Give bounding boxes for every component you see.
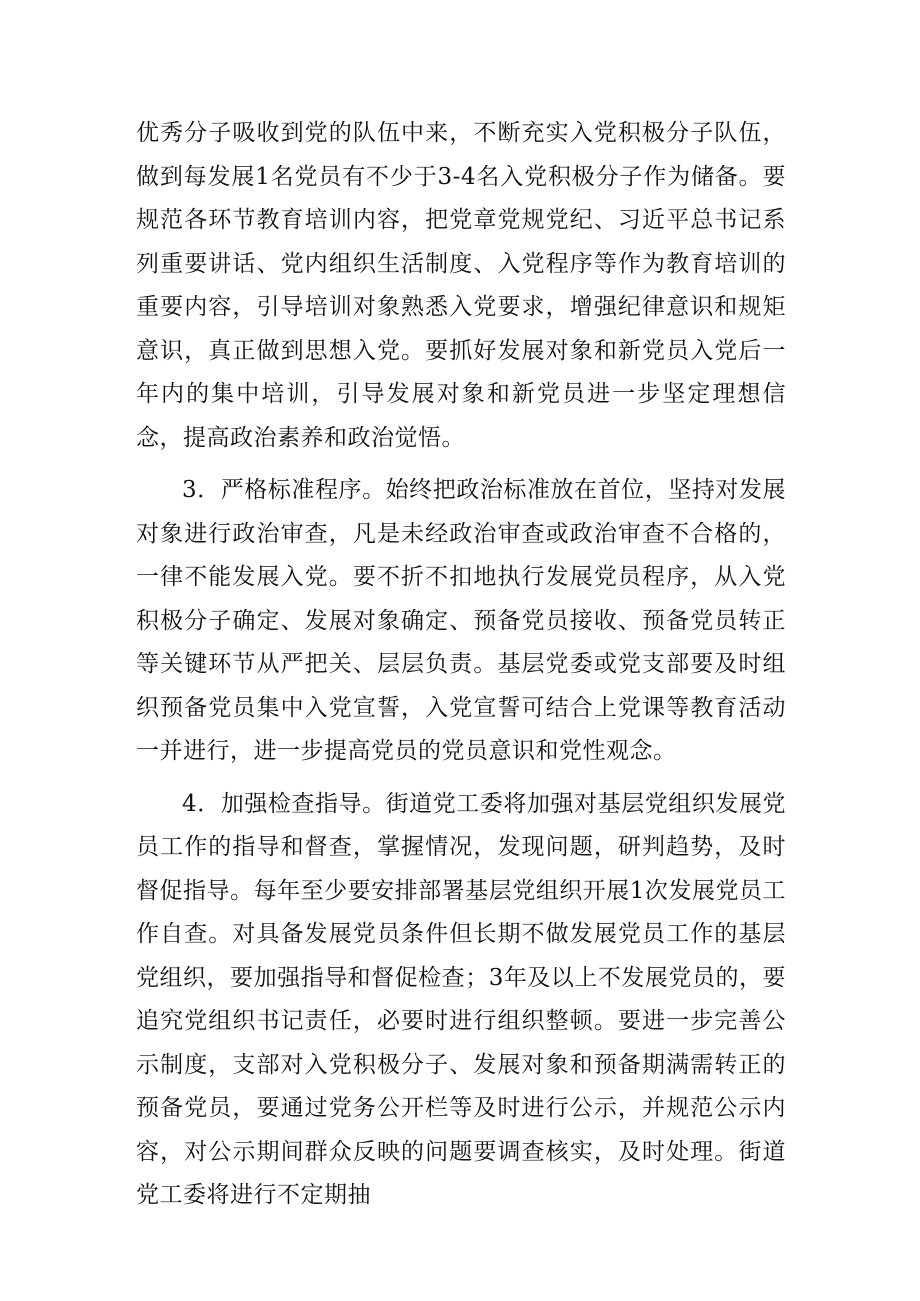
paragraph-2: 3．严格标准程序。始终把政治标准放在首位，坚持对发展对象进行政治审查，凡是未经政治审查或政治审查不合格的，一律不能发展入党。要不折不扣地执行发展党员程序，从入党积极分子确定、发展对象确定、预备党员接收、预备党员转正等关键环节从严把关、层层负责。基层党委或党支部要及时组织预备党员集中入党宣誓，入党宣誓可结合上党课等教育活动一并进行，进一步提高党员的党员意识和党性观念。 — [136, 477, 786, 764]
paragraph-1: 优秀分子吸收到党的队伍中来，不断充实入党积极分子队伍，做到每发展1名党员有不少于3-4名入党积极分子作为储备。要规范各环节教育培训内容，把党章党规党纪、习近平总书记系列重要讲话、党内组织生活制度、入党程序等作为教育培训的重要内容，引导培训对象熟悉入党要求，增强纪律意识和规矩意识，真正做到思想入党。要抓好发展对象和新党员入党后一年内的集中培训，引导发展对象和新党员进一步坚定理想信念，提高政治素养和政治觉悟。 — [136, 120, 786, 451]
paragraph-3: 4．加强检查指导。街道党工委将加强对基层党组织发展党员工作的指导和督查，掌握情况，发现问题，研判趋势，及时督促指导。每年至少要安排部署基层党组织开展1次发展党员工作自查。对具备发展党员条件但长期不做发展党员工作的基层党组织，要加强指导和督促检查；3年及以上不发展党员的，要追究党组织书记责任，必要时进行组织整顿。要进一步完善公示制度，支部对入党积极分子、发展对象和预备期满需转正的预备党员，要通过党务公开栏等及时进行公示，并规范公示内容，对公示期间群众反映的问题要调查核实，及时处理。街道党工委将进行不定期抽 — [136, 790, 786, 1208]
document-body — [136, 112, 786, 1227]
